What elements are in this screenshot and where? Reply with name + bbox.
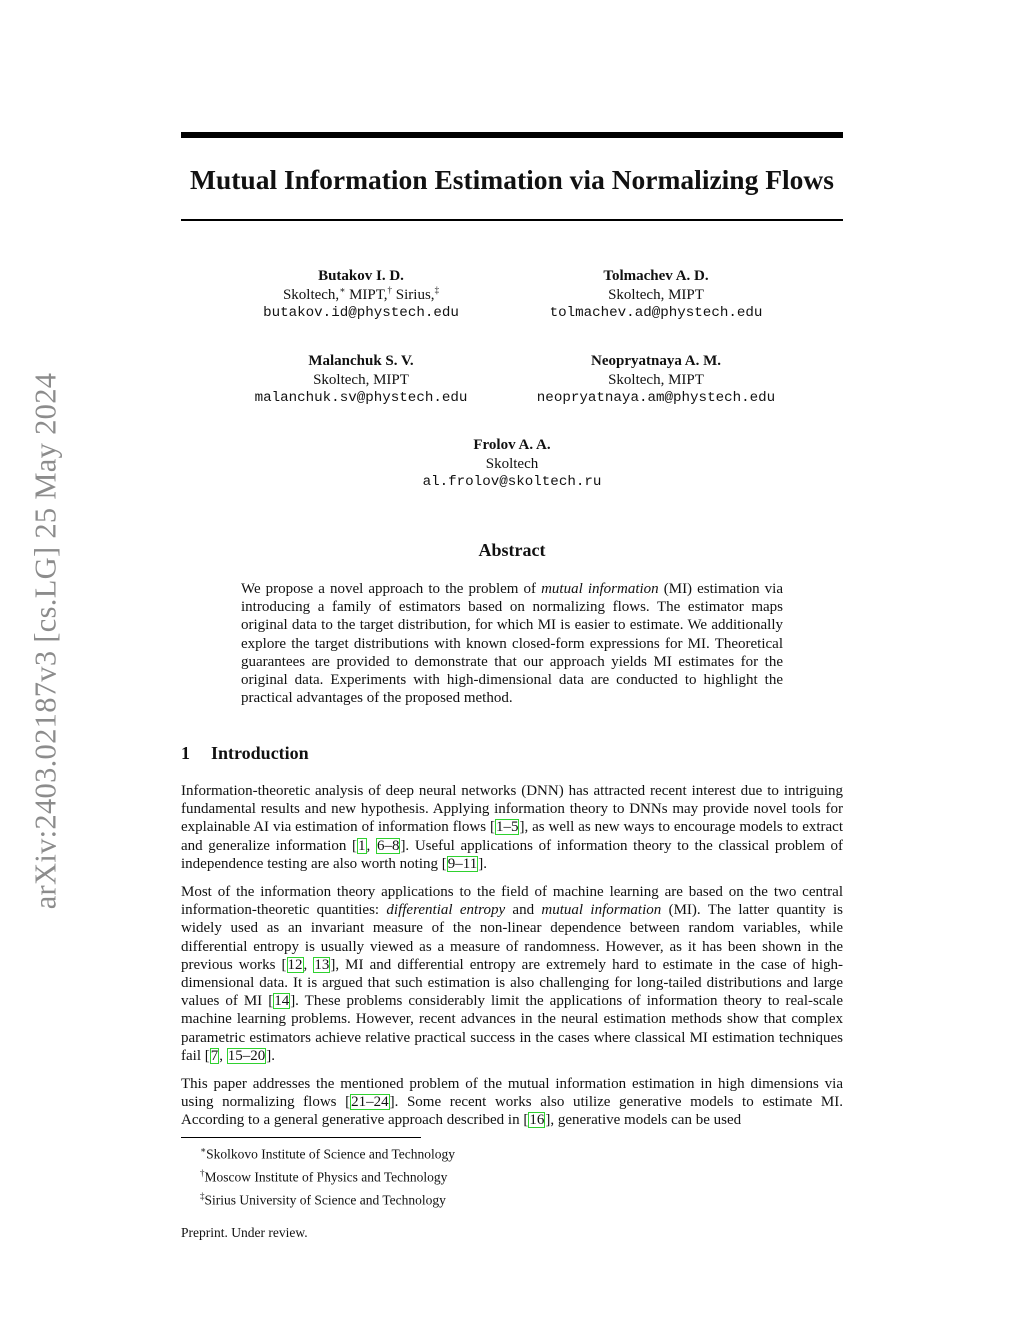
citation-link[interactable]: 1 <box>358 837 366 854</box>
arxiv-stamp-text: arXiv:2403.02187v3 [cs.LG] 25 May 2024 <box>28 372 63 910</box>
section-title: Introduction <box>211 743 309 763</box>
citation-link[interactable]: 14 <box>274 993 290 1010</box>
footnote: ∗Skolkovo Institute of Science and Technology <box>200 1145 456 1162</box>
citation-link[interactable]: 1–5 <box>495 819 519 836</box>
author-email[interactable]: butakov.id@phystech.edu <box>263 305 459 321</box>
footnote-rule <box>181 1137 421 1138</box>
author-name: Butakov I. D. <box>318 268 404 284</box>
citation-link[interactable]: 21–24 <box>351 1094 389 1111</box>
paper-title: Mutual Information Estimation via Normalizing Flows <box>190 164 834 195</box>
title-rule-bottom <box>181 219 843 221</box>
author-email[interactable]: tolmachev.ad@phystech.edu <box>549 305 763 321</box>
abstract-text: We propose a novel approach to the problem of mutual information (MI) estimation via introducing a family of estimators based on normalizing flows. The estimator maps original data to the target distribution, for which MI is easier to estimate. We additionally explore the target distributions with known closed-form expressions for MI. Theoretical guarantees are provided to demonstrate that our approach yields MI estimates for the original data. Experiments with high-dimensional data are conducted to highlight the practical advantages of the proposed method. <box>241 581 783 707</box>
footnote: ‡Sirius University of Science and Technology <box>200 1190 446 1208</box>
arxiv-stamp <box>26 345 66 937</box>
author-name: Frolov A. A. <box>473 437 551 453</box>
body-paragraph: This paper addresses the mentioned problem of the mutual information estimation in high dimensions via using normalizing flows [21–24]. Some recent works also utilize generative models to estimate MI. According to a general generative approach described in [16], generative models can be used <box>181 1076 843 1129</box>
author-email[interactable]: neopryatnaya.am@phystech.edu <box>536 390 776 406</box>
author-affiliation: Skoltech, MIPT <box>313 371 409 388</box>
section-heading <box>181 741 309 765</box>
author-block <box>332 436 692 492</box>
citation-link[interactable]: 9–11 <box>447 855 478 872</box>
author-name: Malanchuk S. V. <box>308 353 414 369</box>
author-block <box>476 267 836 323</box>
author-affiliation: Skoltech,∗ MIPT,† Sirius,‡ <box>282 284 440 303</box>
author-block <box>476 352 836 408</box>
abstract-heading: Abstract <box>478 540 546 560</box>
author-name: Tolmachev A. D. <box>603 268 709 284</box>
footnote: †Moscow Institute of Physics and Technology <box>200 1167 448 1185</box>
body-paragraph: Information-theoretic analysis of deep neural networks (DNN) has attracted recent interest due to intriguing fundamental results and new hypothesis. Applying information theory to DNNs may provide novel tools for explainable AI via estimation of information flows [1–5], as well as new ways to encourage models to extract and generalize information [1, 6–8]. Useful applications of information theory to the classical problem of independence testing are also worth noting [9–11]. <box>181 783 844 872</box>
citation-link[interactable]: 7 <box>210 1047 219 1064</box>
body-paragraph: Most of the information theory applications to the field of machine learning are based on the two central information-theoretic quantities: differential entropy and mutual information (MI). The latter quantity is widely used as an invariant measure of the non-linear dependence between random variables, while differential entropy is usually viewed as a measure of randomness. However, as it has been shown in the previous works [12, 13], MI and differential entropy are extremely hard to estimate in the case of high-dimensional data. It is argued that such estimation is also challenging for long-tailed distributions and large values of MI [14]. These problems considerably limit the applications of information theory to real-scale machine learning problems. However, recent advances in the neural estimation methods show that complex parametric estimators achieve relative practical success in the cases where classical MI estimation techniques fail [7, 15–20]. <box>181 884 843 1064</box>
citation-link[interactable]: 12 <box>287 956 303 973</box>
author-affiliation: Skoltech <box>485 455 539 472</box>
author-affiliation: Skoltech, MIPT <box>608 286 704 303</box>
citation-link[interactable]: 6–8 <box>376 837 400 854</box>
footnotes <box>200 1141 455 1209</box>
author-name: Neopryatnaya A. M. <box>591 353 721 369</box>
preprint-note: Preprint. Under review. <box>181 1225 308 1240</box>
title-rule-top <box>181 132 843 138</box>
author-email[interactable]: malanchuk.sv@phystech.edu <box>254 390 468 406</box>
citation-link[interactable]: 13 <box>314 956 330 973</box>
citation-link[interactable]: 15–20 <box>227 1047 266 1064</box>
author-affiliation: Skoltech, MIPT <box>608 371 704 388</box>
author-email[interactable]: al.frolov@skoltech.ru <box>422 474 602 490</box>
section-number: 1 <box>181 743 190 763</box>
citation-link[interactable]: 16 <box>529 1112 545 1129</box>
